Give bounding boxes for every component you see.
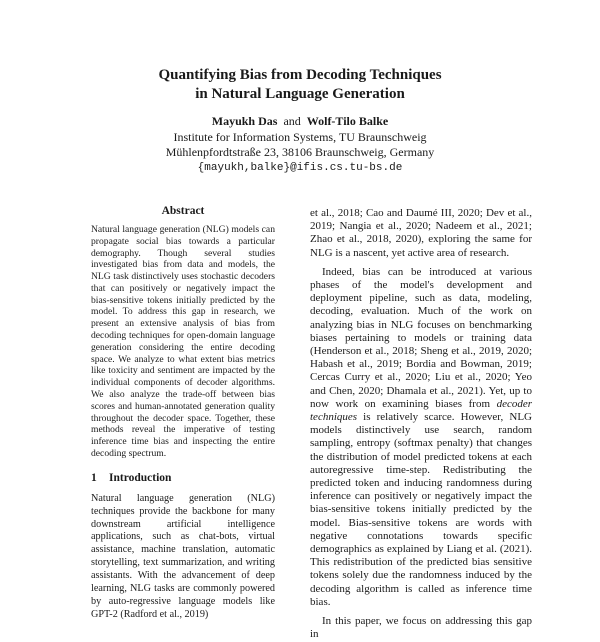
emphasis-decoder-techniques: decoder techniques (310, 397, 532, 424)
email: {mayukh,balke}@ifis.cs.tu-bs.de (197, 161, 403, 174)
section-title: Introduction (109, 471, 172, 484)
title-line-2: in Natural Language Generation (195, 86, 405, 102)
paper-title (0, 66, 600, 104)
section-heading-introduction (91, 472, 275, 485)
right-column (310, 207, 532, 642)
address: Mühlenpfordtstraße 23, 38106 Braunschweig, Germany (165, 145, 435, 159)
paragraph-bias-phases-a: Indeed, bias can be introduced at various phases of the model's development and deployment pipeline, such as data, modeling, decoding, evaluation. Much of the work on analyzing bias in NLG focuses on benchmarking biases pertaining to models or training data (Henderson et al., 2018; Sheng et al., 2019, 2020; Habash et al., 2019; Bordia and Bowman, 2019; Cercas Curry et al., 2020; Liu et al., 2020; Yeo and Chen, 2020; Dhamala et al., 2021). Yet, up to now work on examining biases from (310, 265, 532, 410)
author-2: Wolf-Tilo Balke (306, 114, 389, 128)
introduction-text: Natural language generation (NLG) techniques provide the backbone for many downstream artificial intelligence applications, such as chat-bots, virtual assistance, machine translation, automatic storytelling, text summarization, and writing assistants. With the advancement of deep learning, NLG tasks are commonly powered by auto-regressive language models like GPT-2 (Radford et al., 2019) (91, 492, 275, 620)
abstract-text: Natural language generation (NLG) models can propagate social bias towards a particular demography. Though several studies investigated bias from data and models, the NLG task distinctively uses stochastic decoders that can positively or negatively impact the bias-sensitive tokens initially predicted by the model. To address this gap in research, we present an extensive analysis of bias from decoding techniques for open-domain language generation considering the entire decoding space. We analyze to what extent bias metrics like toxicity and sentiment are impacted by the individual components of decoder algorithms. We also analyze the trade-off between bias scores and human-annotated generation quality throughout the decoder space. Together, these methods reveal the imperative of testing inference time bias and inspecting the entire decoding spectrum. (91, 223, 275, 460)
author-conjunction: and (283, 114, 301, 128)
author-names (0, 114, 600, 130)
author-block (0, 114, 600, 176)
abstract-heading: Abstract (161, 205, 205, 217)
paragraph-citations: et al., 2018; Cao and Daumé III, 2020; Dev et al., 2019; Nangia et al., 2020; Nadeem et al., 2021; Zhao et al., 2018, 2020), exploring the same for NLG is a nascent, yet active area of research. (310, 207, 532, 259)
paragraph-bias-phases-b: is relatively scarce. However, NLG models distinctively use search, random sampling, entropy (softmax penalty) that changes the distribution of model predicted tokens at each autoregressive time-step. Redistributing the predicted token and inducing randomness during inference can positively or negatively impact the bias-sensitive tokens initially predicted by the model. Bias-sensitive tokens are words with negative connotations towards specific demographics as explained by Liang et al. (2021). This redistribution of the predicted bias sensitive tokens solely due the randomness induced by the decoding algorithm is called as inference time bias. (310, 411, 532, 608)
author-1: Mayukh Das (211, 114, 278, 128)
paragraph-focus: In this paper, we focus on addressing this gap in (310, 615, 532, 641)
paragraph-bias-phases (310, 266, 532, 609)
left-column (91, 205, 275, 622)
section-number: 1 (91, 471, 97, 484)
title-line-1: Quantifying Bias from Decoding Techniques (158, 67, 442, 83)
affiliation: Institute for Information Systems, TU Braunschweig (173, 129, 427, 144)
